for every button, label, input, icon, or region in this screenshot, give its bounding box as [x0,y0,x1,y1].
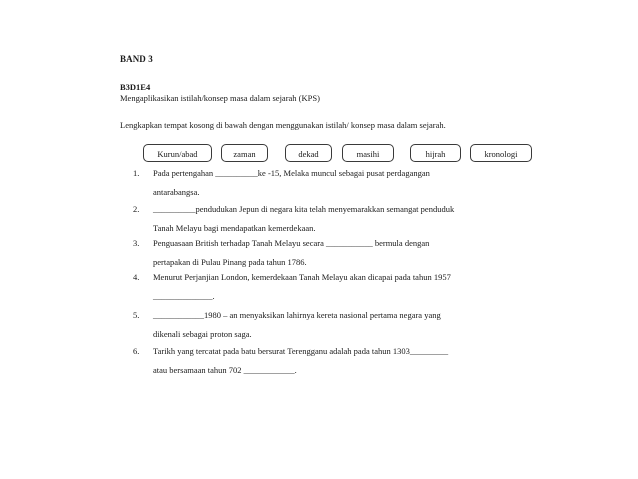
word-bank-item: masihi [342,144,394,162]
question-text-continued: pertapakan di Pulau Pinang pada tahun 1786. [153,257,307,267]
question-text-continued: ______________. [153,291,215,301]
word-bank-item: hijrah [410,144,461,162]
word-bank-item: Kurun/abad [143,144,212,162]
question-number: 1. [133,168,140,178]
question-text: ____________1980 – an menyaksikan lahirnya kereta nasional pertama negara yang [153,310,441,320]
question-text: Tarikh yang tercatat pada batu bersurat Terengganu adalah pada tahun 1303_________ [153,346,449,356]
question-text: Menurut Perjanjian London, kemerdekaan Tanah Melayu akan dicapai pada tahun 1957 [153,272,451,282]
band-heading: BAND 3 [120,54,153,64]
question-text-continued: atau bersamaan tahun 702 ____________. [153,365,297,375]
question-number: 3. [133,238,140,248]
objective-code: B3D1E4 [120,82,151,92]
word-bank-item: dekad [285,144,332,162]
question-text: Pada pertengahan __________ke -15, Melaka muncul sebagai pusat perdagangan [153,168,430,178]
question-number: 2. [133,204,140,214]
question-text-continued: dikenali sebagai proton saga. [153,329,252,339]
word-bank-item: zaman [221,144,268,162]
word-bank-item: kronologi [470,144,532,162]
question-text: __________pendudukan Jepun di negara kita telah menyemarakkan semangat penduduk [153,204,455,214]
question-number: 5. [133,310,140,320]
question-number: 6. [133,346,140,356]
question-text-continued: Tanah Melayu bagi mendapatkan kemerdekaan. [153,223,316,233]
instruction-text: Lengkapkan tempat kosong di bawah dengan menggunakan istilah/ konsep masa dalam sejarah. [120,120,446,130]
question-number: 4. [133,272,140,282]
objective-description: Mengaplikasikan istilah/konsep masa dalam sejarah (KPS) [120,93,320,103]
word-bank [143,144,535,164]
question-text-continued: antarabangsa. [153,187,200,197]
question-text: Penguasaan British terhadap Tanah Melayu secara ___________ bermula dengan [153,238,430,248]
